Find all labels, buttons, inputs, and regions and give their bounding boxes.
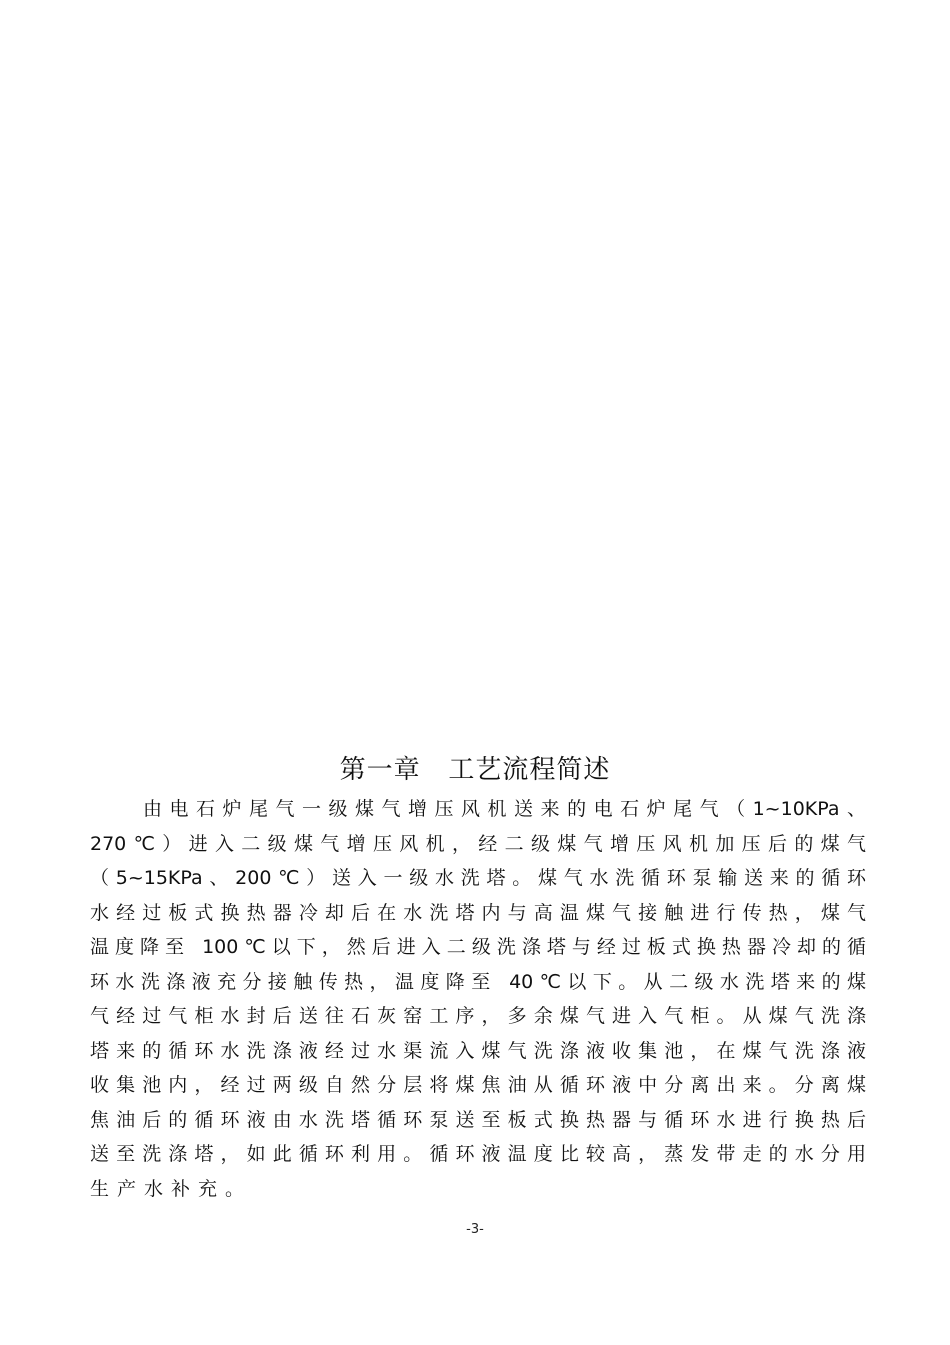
paragraph-line: 水经过板式换热器冷却后在水洗塔内与高温煤气接触进行传热，煤气 (90, 901, 866, 924)
paragraph-line: 焦油后的循环液由水洗塔循环泵送至板式换热器与循环水进行换热后 (90, 1108, 866, 1131)
paragraph-line: 生产水补充。 (90, 1177, 253, 1200)
paragraph-line: 气经过气柜水封后送往石灰窑工序，多余煤气进入气柜。从煤气洗涤 (90, 1005, 866, 1027)
process-description-paragraph (90, 792, 866, 1206)
paragraph-line: （5~15KPa、200℃）送入一级水洗塔。煤气水洗循环泵输送来的循环 (90, 867, 866, 889)
page-number: -3- (466, 1222, 484, 1237)
paragraph-line: 温度降至 100℃以下，然后进入二级洗涤塔与经过板式换热器冷却的循 (90, 936, 866, 958)
paragraph-line: 塔来的循环水洗涤液经过水渠流入煤气洗涤液收集池，在煤气洗涤液 (90, 1039, 866, 1062)
paragraph-line: 环水洗涤液充分接触传热，温度降至 40℃以下。从二级水洗塔来的煤 (90, 970, 866, 993)
paragraph-line: 由电石炉尾气一级煤气增压风机送来的电石炉尾气（1~10KPa、 (143, 798, 866, 820)
paragraph-line: 270℃）进入二级煤气增压风机，经二级煤气增压风机加压后的煤气 (90, 832, 866, 855)
chapter-title: 第一章 工艺流程简述 (339, 755, 611, 785)
paragraph-line: 送至洗涤塔，如此循环利用。循环液温度比较高，蒸发带走的水分用 (90, 1143, 866, 1165)
paragraph-line: 收集池内，经过两级自然分层将煤焦油从循环液中分离出来。分离煤 (90, 1074, 866, 1096)
